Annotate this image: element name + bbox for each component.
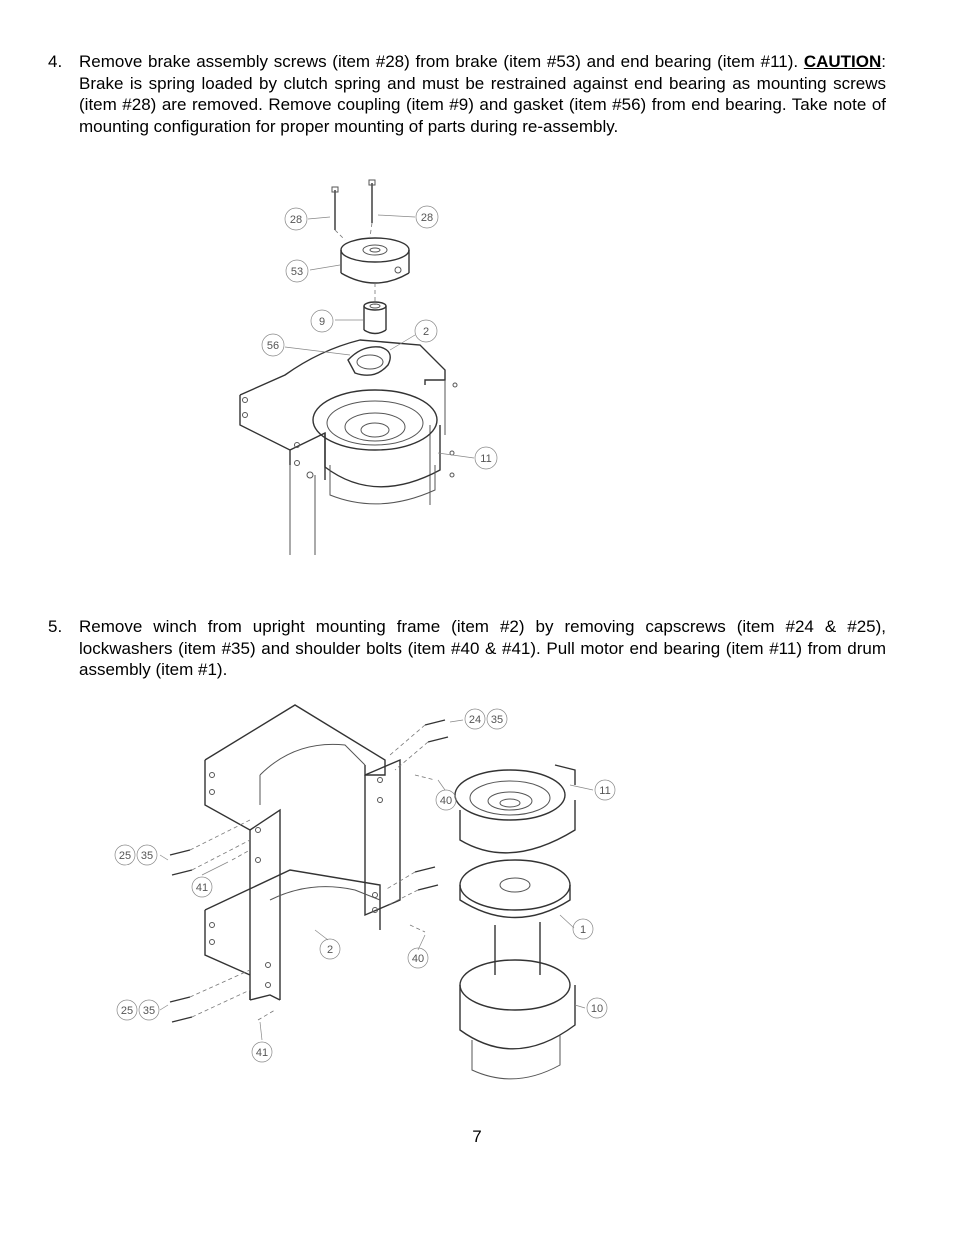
figure-1-drawing xyxy=(240,180,457,555)
step-4-text-b: : Brake is spring loaded by clutch spring and must be restrained against end bearing as mounting screws (item #28) are removed. Remove coupling (item #9) and gasket (item #56) from end bearing. Take note of mounting configuration for proper mounting of parts during re-assembly. xyxy=(79,52,886,136)
winch-removal-figure xyxy=(110,700,630,1090)
step-4-text-a: Remove brake assembly screws (item #28) from brake (item #53) and end bearing (item #11). xyxy=(79,52,799,71)
callout-2: 2 xyxy=(422,326,430,338)
fig2-callout-40-bottom: 40 xyxy=(411,953,425,965)
fig2-callout-10: 10 xyxy=(590,1003,604,1015)
fig2-callout-2: 2 xyxy=(326,944,334,956)
figure-2-drawing xyxy=(170,705,575,1079)
fig2-callout-40-top: 40 xyxy=(439,795,453,807)
fig2-callout-41-bottom: 41 xyxy=(255,1047,269,1059)
fig2-callout-35-top: 35 xyxy=(490,714,504,726)
step-5 xyxy=(48,616,886,681)
fig2-callout-25-top: 25 xyxy=(118,850,132,862)
callout-9: 9 xyxy=(318,316,326,328)
fig2-callout-35-left-bottom: 35 xyxy=(142,1005,156,1017)
step-4-text xyxy=(79,51,886,137)
callout-56: 56 xyxy=(266,340,280,352)
brake-assembly-figure xyxy=(230,175,520,560)
callout-11: 11 xyxy=(480,453,492,465)
step-4-number: 4. xyxy=(48,52,63,71)
step-4 xyxy=(48,51,886,137)
callout-53: 53 xyxy=(290,266,304,278)
fig2-callout-25-bottom: 25 xyxy=(120,1005,134,1017)
fig2-callout-11: 11 xyxy=(599,785,611,797)
callout-28-right: 28 xyxy=(420,212,434,224)
step-5-number: 5. xyxy=(48,617,63,636)
page-number: 7 xyxy=(472,1127,482,1146)
fig2-callout-41-top: 41 xyxy=(195,882,209,894)
callout-28-left: 28 xyxy=(289,214,303,226)
step-5-text: Remove winch from upright mounting frame (item #2) by removing capscrews (item #24 & #25), lockwashers (item #35) and shoulder bolts (item #40 & #41). Pull motor end bearing (item #11) from drum assembly (item #1). xyxy=(79,617,886,679)
fig2-callout-35-left-top: 35 xyxy=(140,850,154,862)
fig2-callout-24: 24 xyxy=(468,714,482,726)
caution-label: CAUTION xyxy=(803,52,882,71)
fig2-callout-1: 1 xyxy=(579,924,587,936)
